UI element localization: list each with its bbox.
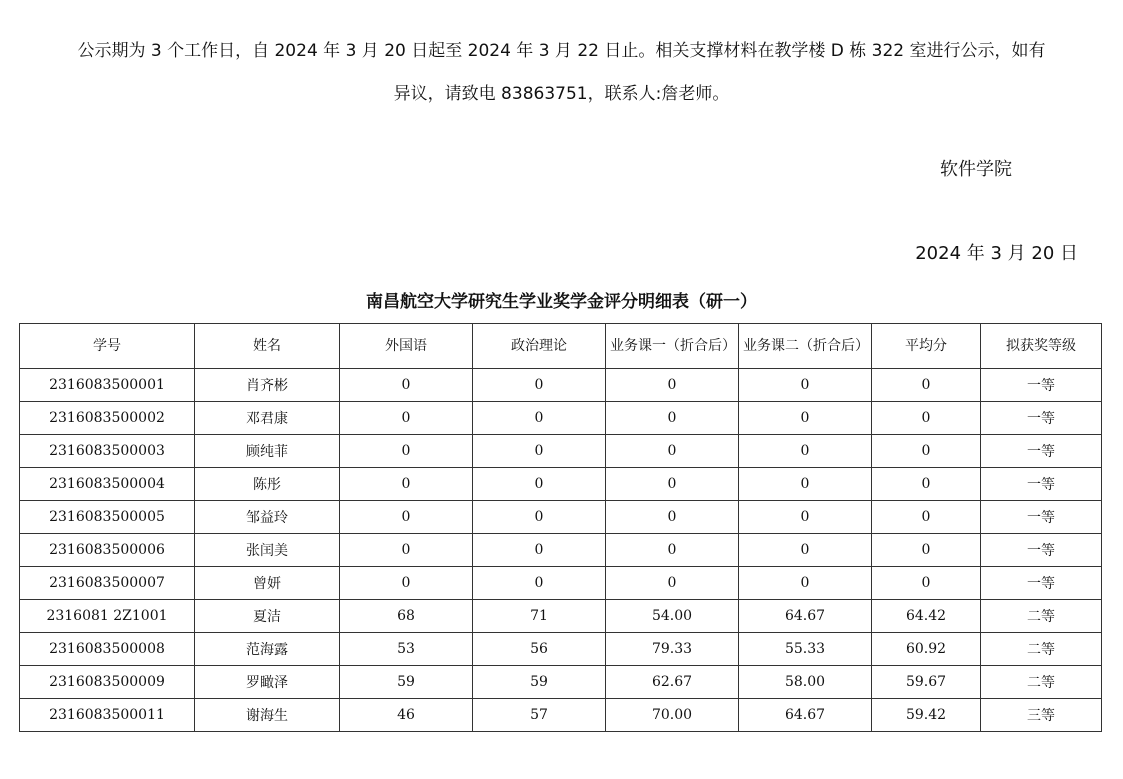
- cell-student-id: 2316083500007: [20, 567, 195, 600]
- cell-name: 夏洁: [195, 600, 340, 633]
- cell-student-id: 2316083500008: [20, 633, 195, 666]
- cell-award-level: 一等: [981, 468, 1102, 501]
- cell-student-id: 2316083500006: [20, 534, 195, 567]
- table-title: 南昌航空大学研究生学业奖学金评分明细表（研一）: [366, 292, 757, 312]
- cell-course-one: 70.00: [606, 699, 739, 732]
- header-student-id: 学号: [20, 324, 195, 369]
- cell-politics: 71: [473, 600, 606, 633]
- table-row: [20, 369, 1102, 402]
- cell-average: 0: [872, 402, 981, 435]
- table-row: [20, 567, 1102, 600]
- header-foreign-language: 外国语: [340, 324, 473, 369]
- cell-name: 陈彤: [195, 468, 340, 501]
- cell-politics: 0: [473, 369, 606, 402]
- cell-award-level: 一等: [981, 534, 1102, 567]
- table-row: [20, 534, 1102, 567]
- cell-average: 59.67: [872, 666, 981, 699]
- issuing-organization: 软件学院: [940, 159, 1012, 180]
- cell-course-one: 0: [606, 468, 739, 501]
- cell-student-id: 2316083500002: [20, 402, 195, 435]
- cell-politics: 57: [473, 699, 606, 732]
- cell-foreign-language: 59: [340, 666, 473, 699]
- table-header-row: [20, 324, 1102, 369]
- cell-politics: 0: [473, 534, 606, 567]
- cell-course-two: 64.67: [739, 699, 872, 732]
- cell-foreign-language: 0: [340, 435, 473, 468]
- cell-student-id: 2316083500004: [20, 468, 195, 501]
- cell-course-one: 0: [606, 567, 739, 600]
- cell-course-one: 62.67: [606, 666, 739, 699]
- cell-student-id: 2316083500005: [20, 501, 195, 534]
- cell-course-two: 0: [739, 468, 872, 501]
- header-award-level: 拟获奖等级: [981, 324, 1102, 369]
- cell-average: 0: [872, 468, 981, 501]
- cell-student-id: 2316083500009: [20, 666, 195, 699]
- cell-course-one: 0: [606, 369, 739, 402]
- cell-foreign-language: 0: [340, 567, 473, 600]
- scholarship-score-table: [19, 323, 1102, 732]
- cell-course-two: 0: [739, 402, 872, 435]
- cell-name: 谢海生: [195, 699, 340, 732]
- cell-award-level: 一等: [981, 567, 1102, 600]
- cell-average: 59.42: [872, 699, 981, 732]
- header-course-two: 业务课二（折合后）: [739, 324, 872, 369]
- cell-politics: 0: [473, 567, 606, 600]
- cell-name: 罗瞰泽: [195, 666, 340, 699]
- issue-date: 2024 年 3 月 20 日: [915, 243, 1078, 264]
- cell-average: 0: [872, 435, 981, 468]
- cell-award-level: 三等: [981, 699, 1102, 732]
- cell-name: 邓君康: [195, 402, 340, 435]
- cell-politics: 56: [473, 633, 606, 666]
- cell-name: 邹益玲: [195, 501, 340, 534]
- cell-course-one: 79.33: [606, 633, 739, 666]
- cell-award-level: 一等: [981, 501, 1102, 534]
- cell-average: 60.92: [872, 633, 981, 666]
- cell-average: 0: [872, 534, 981, 567]
- header-name: 姓名: [195, 324, 340, 369]
- cell-course-two: 0: [739, 534, 872, 567]
- cell-award-level: 一等: [981, 435, 1102, 468]
- cell-course-two: 0: [739, 501, 872, 534]
- header-politics: 政治理论: [473, 324, 606, 369]
- cell-average: 64.42: [872, 600, 981, 633]
- cell-name: 范海露: [195, 633, 340, 666]
- table-row: [20, 633, 1102, 666]
- notice-line-2: 异议，请致电 83863751，联系人:詹老师。: [393, 84, 730, 104]
- cell-student-id: 2316083500001: [20, 369, 195, 402]
- cell-name: 曾妍: [195, 567, 340, 600]
- header-course-one: 业务课一（折合后）: [606, 324, 739, 369]
- table-row: [20, 699, 1102, 732]
- cell-award-level: 二等: [981, 600, 1102, 633]
- header-average: 平均分: [872, 324, 981, 369]
- notice-text: [0, 30, 1123, 116]
- cell-course-one: 0: [606, 402, 739, 435]
- cell-foreign-language: 46: [340, 699, 473, 732]
- cell-politics: 0: [473, 435, 606, 468]
- cell-course-two: 64.67: [739, 600, 872, 633]
- table-row: [20, 600, 1102, 633]
- notice-line-1: 公示期为 3 个工作日，自 2024 年 3 月 20 日起至 2024 年 3 月 22 日止。相关支撑材料在教学楼 D 栋 322 室进行公示，如有: [77, 41, 1046, 61]
- cell-foreign-language: 68: [340, 600, 473, 633]
- cell-course-two: 0: [739, 435, 872, 468]
- cell-politics: 59: [473, 666, 606, 699]
- cell-student-id: 2316081 2Z1001: [20, 600, 195, 633]
- cell-award-level: 一等: [981, 402, 1102, 435]
- cell-foreign-language: 0: [340, 402, 473, 435]
- cell-course-two: 58.00: [739, 666, 872, 699]
- cell-politics: 0: [473, 501, 606, 534]
- cell-foreign-language: 0: [340, 468, 473, 501]
- table-row: [20, 435, 1102, 468]
- cell-average: 0: [872, 567, 981, 600]
- cell-course-one: 0: [606, 435, 739, 468]
- cell-foreign-language: 0: [340, 369, 473, 402]
- cell-average: 0: [872, 369, 981, 402]
- cell-politics: 0: [473, 402, 606, 435]
- table-row: [20, 666, 1102, 699]
- cell-award-level: 二等: [981, 666, 1102, 699]
- table-row: [20, 402, 1102, 435]
- table-row: [20, 501, 1102, 534]
- cell-politics: 0: [473, 468, 606, 501]
- cell-name: 顾纯菲: [195, 435, 340, 468]
- cell-student-id: 2316083500003: [20, 435, 195, 468]
- cell-course-two: 0: [739, 567, 872, 600]
- cell-foreign-language: 53: [340, 633, 473, 666]
- cell-student-id: 2316083500011: [20, 699, 195, 732]
- cell-name: 张闰美: [195, 534, 340, 567]
- cell-name: 肖齐彬: [195, 369, 340, 402]
- cell-foreign-language: 0: [340, 534, 473, 567]
- table-body: [20, 369, 1102, 732]
- cell-course-one: 0: [606, 534, 739, 567]
- cell-course-two: 0: [739, 369, 872, 402]
- cell-course-one: 0: [606, 501, 739, 534]
- cell-average: 0: [872, 501, 981, 534]
- cell-course-one: 54.00: [606, 600, 739, 633]
- cell-award-level: 一等: [981, 369, 1102, 402]
- cell-foreign-language: 0: [340, 501, 473, 534]
- table-row: [20, 468, 1102, 501]
- cell-course-two: 55.33: [739, 633, 872, 666]
- cell-award-level: 二等: [981, 633, 1102, 666]
